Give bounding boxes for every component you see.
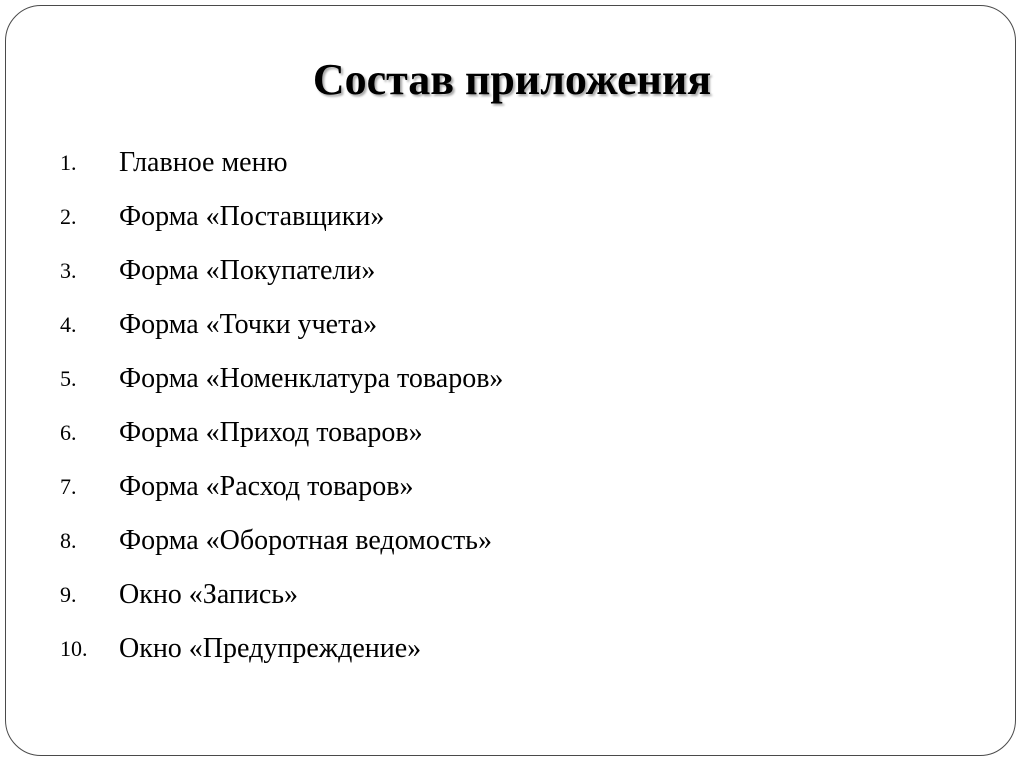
list-item <box>0 410 900 464</box>
item-number: 10. <box>60 636 88 661</box>
item-text: Форма «Покупатели» <box>119 255 376 286</box>
list-item <box>0 626 900 680</box>
list-item <box>0 356 900 410</box>
item-number: 3. <box>60 258 77 283</box>
list-item <box>0 518 900 572</box>
item-number: 6. <box>60 420 77 445</box>
item-number: 2. <box>60 204 77 229</box>
item-number: 9. <box>60 582 77 607</box>
item-text: Окно «Запись» <box>119 579 299 610</box>
slide-title: Состав приложения <box>312 55 712 104</box>
item-text: Главное меню <box>119 147 288 178</box>
item-number: 1. <box>60 150 77 175</box>
list-item <box>0 302 900 356</box>
item-text: Форма «Расход товаров» <box>119 471 414 502</box>
list-item <box>0 194 900 248</box>
list-item <box>0 248 900 302</box>
item-number: 8. <box>60 528 77 553</box>
item-number: 4. <box>60 312 77 337</box>
item-number: 7. <box>60 474 77 499</box>
list-item <box>0 464 900 518</box>
list-item <box>0 140 900 194</box>
app-components-list <box>0 140 900 680</box>
list-item <box>0 572 900 626</box>
item-number: 5. <box>60 366 77 391</box>
item-text: Форма «Поставщики» <box>119 201 385 232</box>
item-text: Форма «Номенклатура товаров» <box>119 363 504 394</box>
item-text: Окно «Предупреждение» <box>119 633 422 664</box>
item-text: Форма «Оборотная ведомость» <box>119 525 492 556</box>
item-text: Форма «Приход товаров» <box>119 417 423 448</box>
item-text: Форма «Точки учета» <box>119 309 378 340</box>
